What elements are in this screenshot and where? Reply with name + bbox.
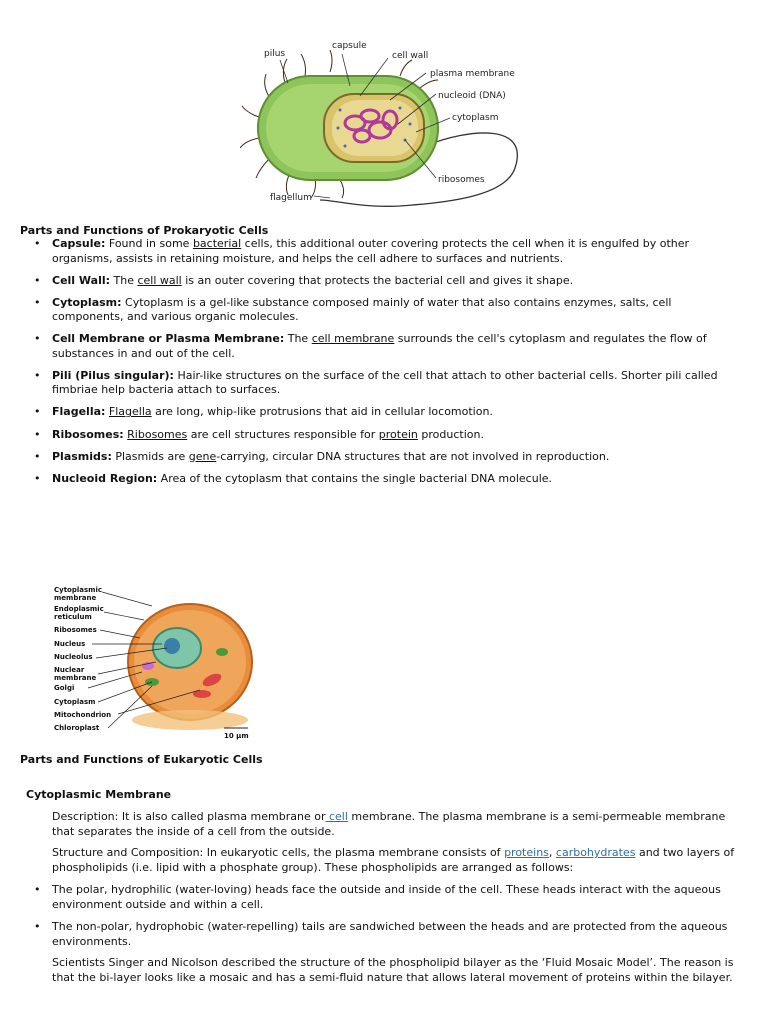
svg-text:membrane: membrane	[54, 594, 97, 602]
label-pilus: pilus	[264, 49, 286, 59]
prokaryotic-cell-figure	[240, 28, 530, 216]
svg-text:Golgi: Golgi	[54, 684, 75, 692]
list-item: • Capsule: Found in some bacterial cells, this additional outer covering protects the cell when it is engulfed by other organisms, assists in retaining moisture, and helps the cell adhere to surfaces and nutrients.	[34, 237, 746, 266]
list-item: • Cytoplasm: Cytoplasm is a gel-like substance composed mainly of water that also contains enzymes, salts, cell components, and various organic molecules.	[34, 296, 746, 325]
link-protein[interactable]: protein	[378, 427, 418, 441]
prokaryotic-heading: Parts and Functions of Prokaryotic Cells	[20, 224, 269, 237]
label-plasma-membrane: plasma membrane	[430, 69, 515, 79]
term: Cytoplasm:	[52, 295, 122, 309]
svg-text:Mitochondrion: Mitochondrion	[54, 711, 112, 719]
term: Pili (Pilus singular):	[52, 368, 174, 382]
svg-text:Cytoplasm: Cytoplasm	[54, 698, 96, 706]
link-proteins[interactable]: proteins	[504, 846, 549, 859]
label-cytoplasm: cytoplasm	[452, 113, 499, 123]
link-cell[interactable]: cell	[325, 810, 348, 823]
svg-text:reticulum: reticulum	[54, 613, 92, 621]
link-ribosomes[interactable]: Ribosomes	[127, 427, 188, 441]
link-cell-membrane[interactable]: cell membrane	[311, 332, 395, 346]
link-flagella[interactable]: Flagella	[108, 405, 152, 419]
link-gene[interactable]: gene	[188, 449, 217, 463]
svg-text:Chloroplast: Chloroplast	[54, 724, 100, 732]
term: Ribosomes:	[52, 427, 124, 441]
list-item: • Pili (Pilus singular): Hair-like structures on the surface of the cell that attach to other bacterial cells. Shorter pili called fimbriae help bacteria attach to surfaces.	[34, 369, 746, 398]
eukaryotic-cell-figure	[52, 582, 258, 744]
label-nucleoid: nucleoid (DNA)	[438, 91, 506, 101]
term: Nucleoid Region:	[52, 471, 158, 485]
list-item: • Plasmids: Plasmids are gene-carrying, circular DNA structures that are not involved in reproduction.	[34, 450, 746, 465]
term: Plasmids:	[52, 449, 112, 463]
phospholipid-list	[34, 883, 746, 949]
list-item: • Nucleoid Region: Area of the cytoplasm that contains the single bacterial DNA molecule.	[34, 472, 746, 487]
list-item: • Cell Membrane or Plasma Membrane: The cell membrane surrounds the cell's cytoplasm and regulates the flow of substances in and out of the cell.	[34, 332, 746, 361]
closing-paragraph: Scientists Singer and Nicolson described the structure of the phospholipid bilayer as the ‘Fluid Mosaic Model’. The reason is that the bi-layer looks like a mosaic and has a semi-fluid nature that allows lateral movement of proteins within the bilayer.	[52, 956, 734, 984]
label-capsule: capsule	[332, 41, 367, 51]
label-flagellum: flagellum	[270, 193, 312, 203]
svg-text:membrane: membrane	[54, 674, 97, 682]
list-item: • Ribosomes: Ribosomes are cell structures responsible for protein production.	[34, 428, 746, 443]
label-ribosomes: ribosomes	[438, 175, 485, 185]
eukaryotic-heading: Parts and Functions of Eukaryotic Cells	[20, 753, 263, 766]
term: Cell Wall:	[52, 273, 111, 287]
prokaryotic-list	[34, 237, 746, 494]
structure-paragraph: Structure and Composition: In eukaryotic cells, the plasma membrane consists of proteins, carbohydrates and two layers of phospholipids (i.e. lipid with a phosphate group). These phospholipids are arranged as follows:	[52, 846, 735, 874]
svg-text:Endoplasmic: Endoplasmic	[54, 605, 104, 613]
cytoplasmic-membrane-heading: Cytoplasmic Membrane	[26, 788, 172, 801]
svg-text:Ribosomes: Ribosomes	[54, 626, 97, 634]
svg-text:Nucleus: Nucleus	[54, 640, 86, 648]
svg-text:Nucleolus: Nucleolus	[54, 653, 93, 661]
svg-text:Cytoplasmic: Cytoplasmic	[54, 586, 102, 594]
list-item: • The non-polar, hydrophobic (water-repelling) tails are sandwiched between the heads and are protected from the aqueous environments.	[34, 920, 746, 949]
label-cell-wall: cell wall	[392, 51, 429, 61]
description-paragraph: Description: It is also called plasma membrane or cell membrane. The plasma membrane is a semi-permeable membrane that separates the inside of a cell from the outside.	[52, 810, 726, 838]
link-carbohydrates[interactable]: carbohydrates	[555, 846, 636, 859]
scale-label: 10 µm	[224, 732, 249, 740]
link-cell-wall[interactable]: cell wall	[137, 273, 182, 287]
list-item: • The polar, hydrophilic (water-loving) heads face the outside and inside of the cell. These heads interact with the aqueous environment outside and within a cell.	[34, 883, 746, 912]
svg-text:Nuclear: Nuclear	[54, 666, 85, 674]
list-item: • Flagella: Flagella are long, whip-like protrusions that aid in cellular locomotion.	[34, 405, 746, 420]
term: Flagella:	[52, 405, 106, 419]
term: Cell Membrane or Plasma Membrane:	[52, 332, 285, 346]
list-item: • Cell Wall: The cell wall is an outer covering that protects the bacterial cell and gives it shape.	[34, 274, 746, 289]
term: Capsule:	[52, 237, 106, 250]
link-bacterial[interactable]: bacterial	[192, 237, 242, 250]
text: Found in some	[105, 237, 193, 250]
